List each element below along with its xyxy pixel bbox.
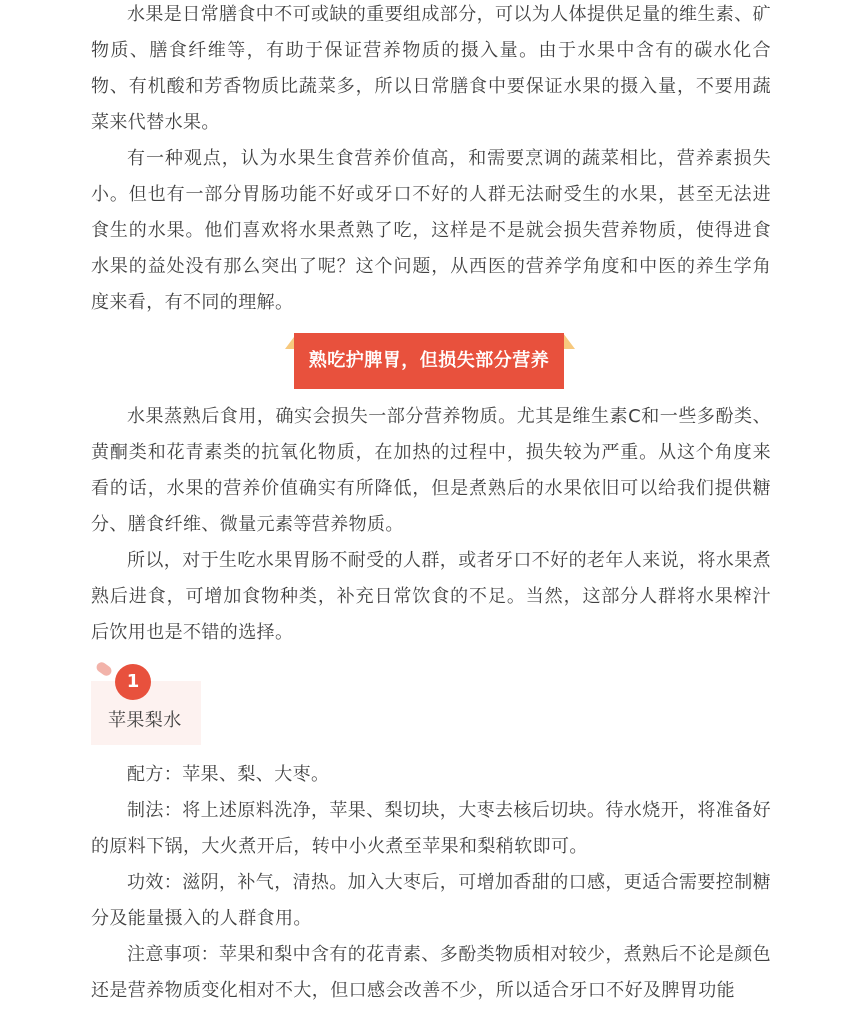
recipe-badge: [91, 660, 211, 750]
decoration-pill-icon: [95, 660, 114, 677]
body-section: [91, 399, 771, 543]
recipe-ingredients: 配方：苹果、梨、大枣。: [127, 764, 330, 785]
recipe-number: 1: [115, 664, 151, 700]
paragraph: 水果蒸熟后食用，确实会损失一部分营养物质。尤其是维生素C和一些多酚类、黄酮类和花青素类的抗氧化物质，在加热的过程中，损失较为严重。从这个角度来看的话，水果的营养价值确实有所降低，但是煮熟后的水果依旧可以给我们提供糖分、膳食纤维、微量元素等营养物质。: [91, 406, 771, 535]
ribbon-fold-right: [563, 333, 575, 349]
paragraph: 有一种观点，认为水果生食营养价值高，和需要烹调的蔬菜相比，营养素损失小。但也有一部分胃肠功能不好或牙口不好的人群无法耐受生的水果，甚至无法进食生的水果。他们喜欢将水果煮熟了吃，这样是不是就会损失营养物质，使得进食水果的益处没有那么突出了呢？这个问题，从西医的营养学角度和中医的养生学角度来看，有不同的理解。: [91, 148, 771, 313]
paragraph: 水果是日常膳食中不可或缺的重要组成部分，可以为人体提供足量的维生素、矿物质、膳食纤维等，有助于保证营养物质的摄入量。由于水果中含有的碳水化合物、有机酸和芳香物质比蔬菜多，所以日常膳食中要保证水果的摄入量，不要用蔬菜来代替水果。: [91, 4, 771, 133]
section-heading: 熟吃护脾胃，但损失部分营养: [294, 333, 564, 389]
recipe-effect: 功效：滋阴，补气，清热。加入大枣后，可增加香甜的口感，更适合需要控制糖分及能量摄入的人群食用。: [91, 872, 771, 929]
paragraph: 所以，对于生吃水果胃肠不耐受的人群，或者牙口不好的老年人来说，将水果煮熟后进食，可增加食物种类，补充日常饮食的不足。当然，这部分人群将水果榨汁后饮用也是不错的选择。: [91, 550, 771, 643]
intro-section-2: [91, 141, 771, 321]
intro-section: [91, 0, 771, 141]
section-heading-banner: [91, 333, 771, 389]
recipe-title: 苹果梨水: [108, 710, 182, 731]
body-section-2: [91, 543, 771, 651]
recipe-details: [91, 757, 771, 1009]
recipe-notes: 注意事项：苹果和梨中含有的花青素、多酚类物质相对较少，煮熟后不论是颜色还是营养物质变化相对不大，但口感会改善不少，所以适合牙口不好及脾胃功能: [91, 944, 771, 1001]
recipe-method: 制法：将上述原料洗净，苹果、梨切块，大枣去核后切块。待水烧开，将准备好的原料下锅，大火煮开后，转中小火煮至苹果和梨稍软即可。: [91, 800, 771, 857]
